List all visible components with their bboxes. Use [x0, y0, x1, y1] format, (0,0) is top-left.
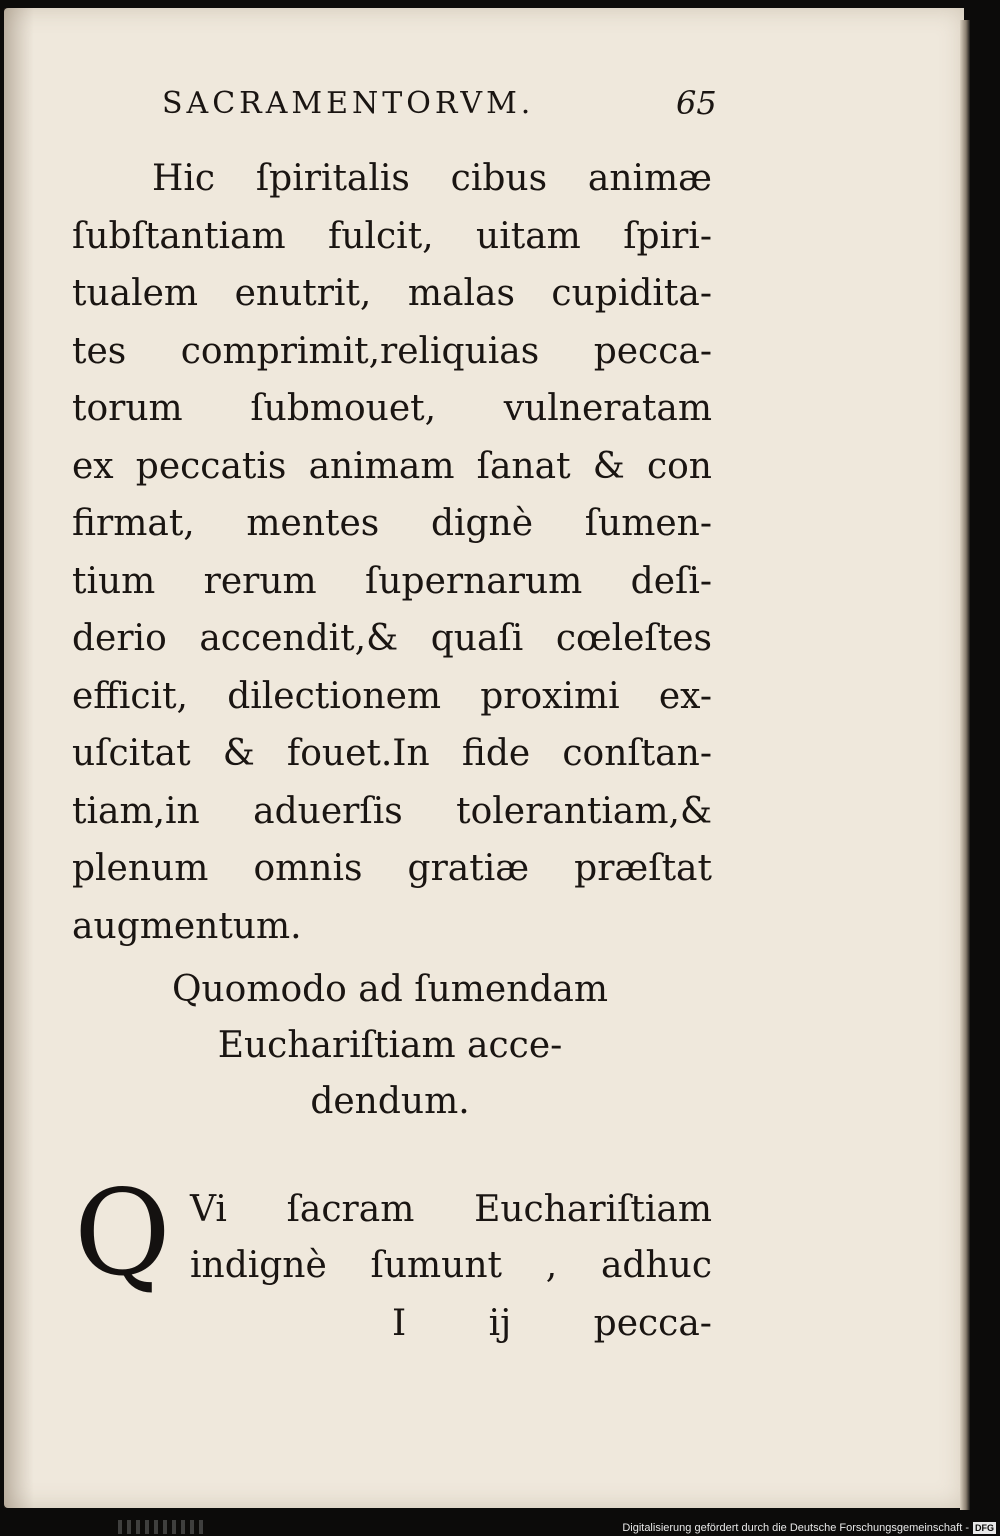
heading-line: dendum.: [310, 1081, 470, 1122]
catchword: pecca-: [593, 1303, 712, 1344]
credit-text: Digitalisierung gefördert durch die Deutsche Forschungsgemeinschaft -: [622, 1522, 969, 1534]
text-line: tes comprimit,reliquias pecca-: [72, 330, 712, 372]
text-line: Vi ſacram Euchariſtiam: [190, 1189, 712, 1230]
text-line: tium rerum ſupernarum deſi-: [72, 560, 712, 602]
text-line: plenum omnis gratiæ præſtat: [72, 848, 712, 889]
text-line: torum ſubmouet, vulneratam: [72, 388, 712, 429]
scale-bar: [118, 1520, 208, 1534]
signature-mark: I: [392, 1303, 407, 1344]
section-heading: [100, 962, 680, 1130]
running-head: SACRAMENTORVM.: [162, 86, 535, 121]
heading-line: Quomodo ad ſumendam: [171, 969, 609, 1010]
page-number: 65: [676, 84, 717, 122]
text-line: ex peccatis animam ſanat & con: [72, 445, 712, 487]
text-line: uſcitat & fouet.In fide conſtan-: [72, 733, 712, 774]
signature-line: [392, 1296, 712, 1352]
drop-cap: Q: [74, 1164, 171, 1302]
text-line: tiam,in aduerſis tolerantiam,&: [72, 790, 712, 832]
page-fore-edge: [960, 20, 970, 1510]
text-line: tualem enutrit, malas cupidita-: [72, 273, 712, 314]
text-line: derio accendit,& quaſi cœleſtes: [72, 618, 712, 659]
text-line: indignè ſumunt , adhuc: [190, 1245, 712, 1286]
paragraph-2: [72, 1182, 712, 1294]
spine-shadow: [4, 8, 34, 1508]
leaf-number: ij: [488, 1303, 512, 1344]
text-line: firmat, mentes dignè ſumen-: [72, 503, 712, 544]
text-line: efficit, dilectionem proximi ex-: [72, 675, 712, 717]
text-line: augmentum.: [72, 905, 302, 947]
paragraph-1: [72, 150, 712, 955]
text-line: Hic ſpiritalis cibus animæ: [152, 158, 712, 199]
dfg-logo: DFG: [975, 1523, 994, 1533]
credit-line: [622, 1522, 996, 1534]
text-line: ſubſtantiam fulcit, uitam ſpiri-: [72, 215, 712, 257]
heading-line: Euchariſtiam acce-: [217, 1025, 563, 1066]
